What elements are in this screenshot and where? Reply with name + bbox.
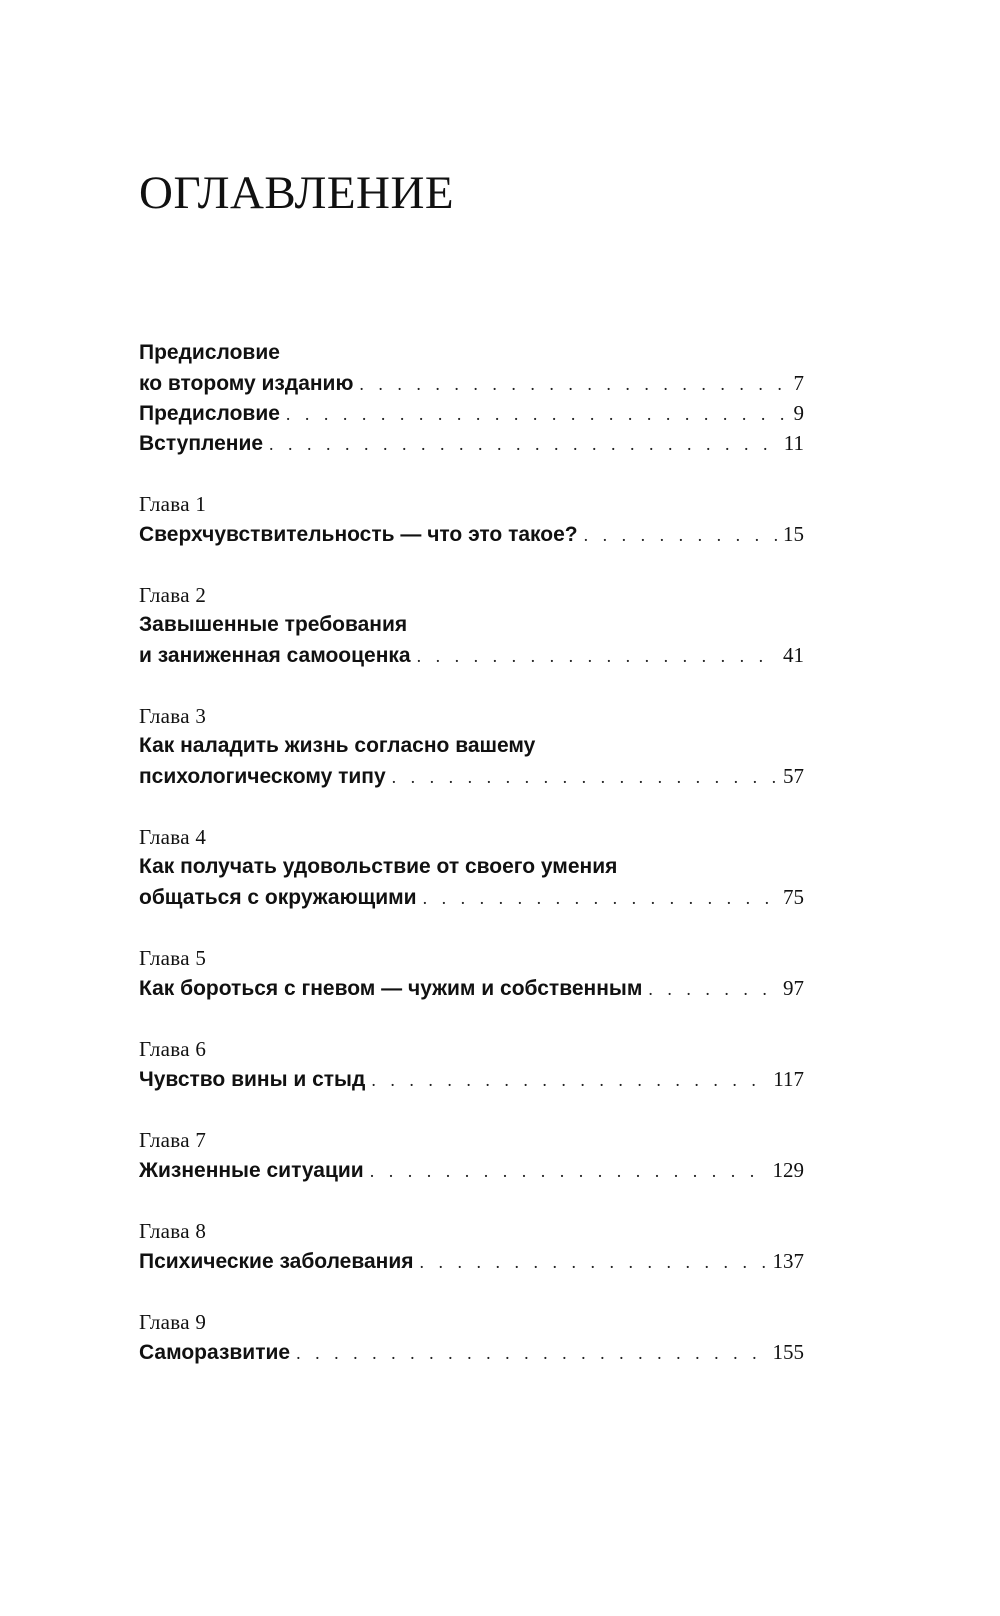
toc-entry-title: общаться с окружающими xyxy=(139,886,417,909)
toc-entry-title-line xyxy=(139,1246,804,1276)
chapter-label: Глава 7 xyxy=(139,1128,207,1152)
toc-entry-title-line xyxy=(139,1155,804,1185)
toc-entry-title-line xyxy=(139,731,804,761)
toc-entry-chapter-9[interactable] xyxy=(139,1307,804,1367)
toc-entry-title: Сверхчувствительность — что это такое? xyxy=(139,523,578,546)
toc-entry-preface[interactable] xyxy=(139,398,804,428)
toc-entry-title: Психические заболевания xyxy=(139,1250,414,1273)
toc-entry-title-line xyxy=(139,882,804,912)
toc-entry-title: ко второму изданию xyxy=(139,372,354,395)
dot-leader xyxy=(286,399,788,429)
toc-entry-chapter-2[interactable] xyxy=(139,580,804,670)
toc-entry-title: Как получать удовольствие от своего умения xyxy=(139,855,618,878)
dot-leader xyxy=(371,1065,767,1095)
toc-page-number: 97 xyxy=(783,976,804,1000)
toc-page-number: 9 xyxy=(793,401,804,425)
toc-page-number: 137 xyxy=(772,1249,804,1273)
toc-page-number: 15 xyxy=(783,522,804,546)
toc-entry-title: психологическому типу xyxy=(139,765,386,788)
toc-entry-title: Вступление xyxy=(139,432,264,455)
toc-entry-title-line xyxy=(139,1337,804,1367)
toc-entry-introduction[interactable] xyxy=(139,428,804,458)
dot-leader xyxy=(420,1247,767,1277)
toc-entry-chapter-7[interactable] xyxy=(139,1125,804,1185)
toc-entry-title: Чувство вины и стыд xyxy=(139,1068,366,1091)
chapter-label: Глава 8 xyxy=(139,1219,207,1243)
toc-entry-title: Как наладить жизнь согласно вашему xyxy=(139,734,536,757)
dot-leader xyxy=(269,429,778,459)
toc-page-number: 11 xyxy=(783,431,804,455)
dot-leader xyxy=(423,883,777,913)
toc-entry-title: Завышенные требования xyxy=(139,613,408,636)
chapter-label: Глава 1 xyxy=(139,492,207,516)
toc-entry-title-line xyxy=(139,519,804,549)
toc-entry-title-line xyxy=(139,428,804,458)
toc-entry-title: Жизненные ситуации xyxy=(139,1159,364,1182)
toc-entry-title-line xyxy=(139,610,804,640)
toc-page-number: 57 xyxy=(783,764,804,788)
dot-leader xyxy=(296,1338,766,1368)
toc-page-number: 155 xyxy=(772,1340,804,1364)
chapter-label: Глава 4 xyxy=(139,825,207,849)
toc-entry-title-line xyxy=(139,852,804,882)
toc-entry-preface-second-edition[interactable] xyxy=(139,338,804,398)
toc-entry-title-line xyxy=(139,640,804,670)
toc-entry-title: Саморазвитие xyxy=(139,1341,291,1364)
chapter-label: Глава 6 xyxy=(139,1037,207,1061)
dot-leader xyxy=(417,641,777,671)
dot-leader xyxy=(648,974,777,1004)
toc-page-number: 41 xyxy=(783,643,804,667)
toc-entry-title: Предисловие xyxy=(139,402,280,425)
toc-entry-chapter-3[interactable] xyxy=(139,701,804,791)
toc-page-number: 117 xyxy=(773,1067,804,1091)
chapter-label: Глава 5 xyxy=(139,946,207,970)
dot-leader xyxy=(370,1156,767,1186)
toc-entry-title-line xyxy=(139,973,804,1003)
chapter-label: Глава 3 xyxy=(139,704,207,728)
page-title: ОГЛАВЛЕНИЕ xyxy=(139,167,455,219)
toc-entry-title: и заниженная самооценка xyxy=(139,644,411,667)
toc-entry-title-line xyxy=(139,368,804,398)
toc-entry-title: Предисловие xyxy=(139,341,280,364)
toc-entry-title-line xyxy=(139,761,804,791)
toc-page-number: 75 xyxy=(783,885,804,909)
toc-entry-title: Как бороться с гневом — чужим и собственным xyxy=(139,977,643,1000)
toc-entry-chapter-1[interactable] xyxy=(139,489,804,549)
toc-entry-chapter-4[interactable] xyxy=(139,822,804,912)
toc-page-number: 129 xyxy=(772,1158,804,1182)
toc-entry-chapter-6[interactable] xyxy=(139,1034,804,1094)
toc-entry-title-line xyxy=(139,398,804,428)
toc-page-number: 7 xyxy=(793,371,804,395)
toc-entry-title-line xyxy=(139,1064,804,1094)
dot-leader xyxy=(359,369,787,399)
toc-entry-chapter-5[interactable] xyxy=(139,943,804,1003)
dot-leader xyxy=(392,762,777,792)
dot-leader xyxy=(584,520,777,550)
toc-entry-chapter-8[interactable] xyxy=(139,1216,804,1276)
table-of-contents xyxy=(139,338,804,1367)
toc-entry-title-line xyxy=(139,338,804,368)
chapter-label: Глава 2 xyxy=(139,583,207,607)
chapter-label: Глава 9 xyxy=(139,1310,207,1334)
